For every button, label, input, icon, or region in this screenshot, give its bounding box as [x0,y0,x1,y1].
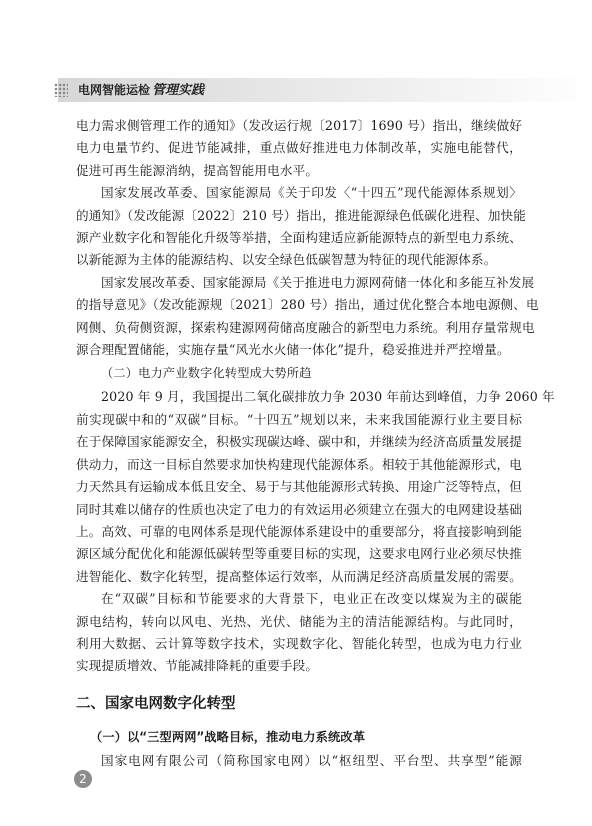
page-body [76,115,555,772]
text-line: 以新能源为主体的能源结构、以安全绿色低碳智慧为特征的现代能源体系。 [76,252,497,268]
text-line: 源电结构，转向以风电、光热、光伏、储能为主的清洁能源结构。与此同时， [76,613,522,629]
header-dots-icon [54,83,68,97]
text-line: 国家发展改革委、国家能源局《关于推进电力源网荷储一体化和多能互补发展 [101,274,535,290]
text-line: 源产业数字化和智能化升级等举措，全面构建适应新能源特点的新型电力系统、 [76,230,523,246]
text-line: 电力电量节约、促进节能减排，重点做好推进电力体制改革，实施电能替代， [76,140,522,156]
text-line: 实现提质增效、节能减排降耗的重要手段。 [76,658,319,674]
text-line: 同时其难以储存的性质也决定了电力的有效运用必须建立在强大的电网建设基础 [76,501,523,517]
text-line: 供动力，而这一目标自然要求加快构建现代能源体系。相较于其他能源形式，电 [76,456,523,472]
paragraph-6 [76,750,522,772]
running-header [78,81,204,100]
text-line: 的通知》（发改能源〔2022〕210 号）指出，推进能源绿色低碳化进程、加快能 [76,207,527,223]
text-line: 前实现碳中和的“双碳”目标。“十四五”规划以来，未来我国能源行业主要目标 [76,411,522,427]
paragraph-5 [76,588,522,678]
running-header-emphasis: 管理实践 [152,83,205,98]
text-line: 在“双碳”目标和节能要求的大背景下，电业正在改变以煤炭为主的碳能 [101,591,522,607]
text-line: 源区域分配优化和能源低碳转型等重要目标的实现，这要求电网行业必须尽快推 [76,546,523,562]
text-line: 网侧、负荷侧资源，探索构建源网荷储高度融合的新型电力系统。利用存量常规电 [76,319,535,335]
paragraph-1 [76,115,522,182]
paragraph-3 [76,272,539,362]
text-line: 利用大数据、云计算等数字技术，实现数字化、智能化转型，也成为电力行业 [76,635,522,651]
running-header-title: 电网智能运检 [78,83,151,97]
subheading-digital-transformation-trend: （二）电力产业数字化转型成大势所趋 [101,366,312,381]
text-line: 国家电网有限公司（简称国家电网）以“枢纽型、平台型、共享型”能源 [101,752,522,768]
text-line: 促进可再生能源消纳，提高智能用电水平。 [76,162,319,178]
text-line: 国家发展改革委、国家能源局《关于印发〈“十四五”现代能源体系规划〉 [101,185,522,201]
text-line: 的指导意见》（发改能源规〔2021〕280 号）指出，通过优化整合本地电源侧、电 [76,297,539,313]
text-line: 进智能化、数字化转型，提高整体运行效率，从而满足经济高质量发展的需要。 [76,568,523,584]
subheading-strategy-goal: （一）以“三型两网”战略目标，推动电力系统改革 [90,729,366,744]
text-line: 2020 年 9 月，我国提出二氧化碳排放力争 2030 年前达到峰值，力争 2060 年 [101,389,555,405]
paragraph-4 [76,386,555,588]
text-line: 源合理配置储能，实施存量“风光水火储一体化”提升，稳妥推进并严控增量。 [76,342,510,358]
section-heading-state-grid: 二、国家电网数字化转型 [76,695,236,712]
text-line: 力天然具有运输成本低且安全、易于与其他能源形式转换、用途广泛等特点，但 [76,479,523,495]
text-line: 在于保障国家能源安全，积极实现碳达峰、碳中和，并继续为经济高质量发展提 [76,434,523,450]
page-number-badge: 2 [74,770,92,788]
text-line: 上。高效、可靠的电网体系是现代能源体系建设中的重要部分，将直接影响到能 [76,523,523,539]
text-line: 电力需求侧管理工作的通知》（发改运行规〔2017〕1690 号）指出，继续做好 [76,118,522,133]
paragraph-2 [76,182,527,272]
